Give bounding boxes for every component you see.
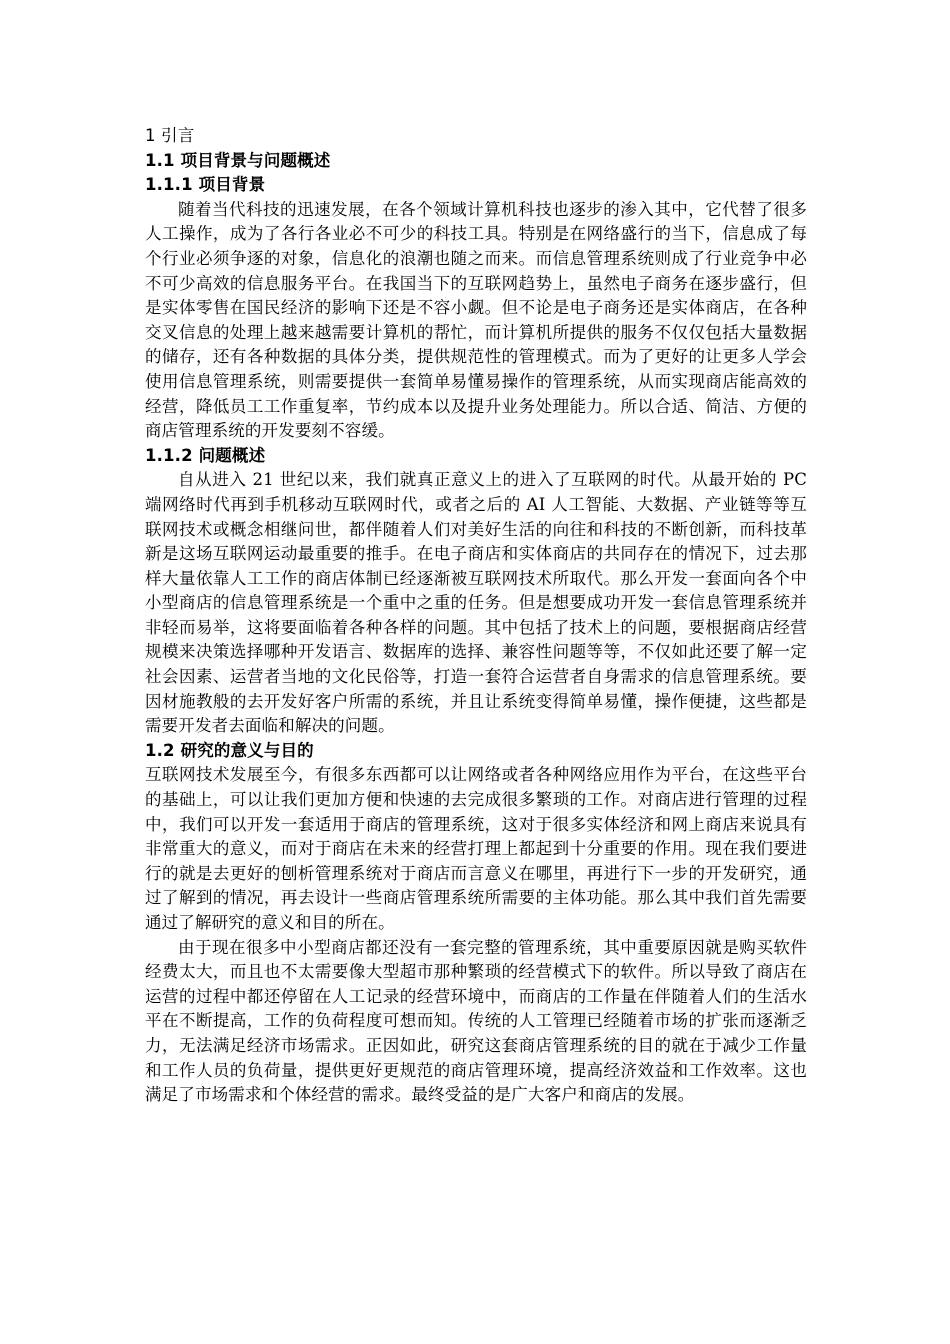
paragraph-project-background: 随着当代科技的迅速发展，在各个领域计算机科技也逐步的渗入其中，它代替了很多人工操作，成为了各行各业必不可少的科技工具。特别是在网络盛行的当下，信息成了每个行业必须争逐的对象，信息化的浪潮也随之而来。而信息管理系统则成了行业竞争中必不可少高效的信息服务平台。在我国当下的互联网趋势上，虽然电子商务在逐步盛行，但是实体零售在国民经济的影响下还是不容小觑。但不论是电子商务还是实体商店，在各种交叉信息的处理上越来越需要计算机的帮忙，而计算机所提供的服务不仅仅包括大量数据的储存，还有各种数据的具体分类，提供规范性的管理模式。而为了更好的让更多人学会使用信息管理系统，则需要提供一套简单易懂易操作的管理系统，从而实现商店能高效的经营，降低员工工作重复率，节约成本以及提升业务处理能力。所以合适、简洁、方便的商店管理系统的开发要刻不容缓。 (145, 199, 807, 441)
heading-problem-overview: 1.1.2 问题概述 (145, 445, 266, 465)
heading-project-background: 1.1.1 项目背景 (145, 175, 266, 195)
heading-introduction: 1 引言 (145, 126, 195, 145)
paragraph-significance: 互联网技术发展至今，有很多东西都可以让网络或者各种网络应用作为平台，在这些平台的基础上，可以让我们更加方便和快速的去完成很多繁琐的工作。对商店进行管理的过程中，我们可以开发一套适用于商店的管理系统，这对于很多实体经济和网上商店来说具有非常重大的意义，而对于商店在未来的经营打理上都起到十分重要的作用。现在我们要进行的就是去更好的刨析管理系统对于商店而言意义在哪里，再进行下一步的开发研究，通过了解到的情况，再去设计一些商店管理系统所需要的主体功能。那么其中我们首先需要通过了解研究的意义和目的所在。 (145, 765, 807, 932)
document-page (145, 124, 807, 1108)
paragraph-problem-overview: 自从进入 21 世纪以来，我们就真正意义上的进入了互联网的时代。从最开始的 PC 端网络时代再到手机移动互联网时代，或者之后的 AI 人工智能、大数据、产业链等等互联网技术或概念相继问世，都伴随着人们对美好生活的向往和科技的不断创新，而科技革新是这场互联网运动最重要的推手。在电子商店和实体商店的共同存在的情况下，过去那样大量依靠人工工作的商店体制已经逐渐被互联网技术所取代。那么开发一套面向各个中小型商店的信息管理系统是一个重中之重的任务。但是想要成功开发一套信息管理系统并非轻而易举，这将要面临着各种各样的问题。其中包括了技术上的问题，要根据商店经营规模来决策选择哪种开发语言、数据库的选择、兼容性问题等等，不仅如此还要了解一定社会因素、运营者当地的文化民俗等，打造一套符合运营者自身需求的信息管理系统。要因材施教般的去开发好客户所需的系统，并且让系统变得简单易懂，操作便捷，这些都是需要开发者去面临和解决的问题。 (145, 470, 807, 736)
paragraph-purpose: 由于现在很多中小型商店都还没有一套完整的管理系统，其中重要原因就是购买软件经费太大，而且也不太需要像大型超市那种繁琐的经营模式下的软件。所以导致了商店在运营的过程中都还停留在人工记录的经营环境中，而商店的工作量在伴随着人们的生活水平在不断提高，工作的负荷程度可想而知。传统的人工管理已经随着市场的扩张而逐渐乏力，无法满足经济市场需求。正因如此，研究这套商店管理系统的目的就在于减少工作量和工作人员的负荷量，提供更好更规范的商店管理环境，提高经济效益和工作效率。这也满足了市场需求和个体经营的需求。最终受益的是广大客户和商店的发展。 (145, 937, 807, 1105)
heading-significance-purpose: 1.2 研究的意义与目的 (145, 740, 314, 760)
heading-background-overview: 1.1 项目背景与问题概述 (145, 150, 331, 170)
